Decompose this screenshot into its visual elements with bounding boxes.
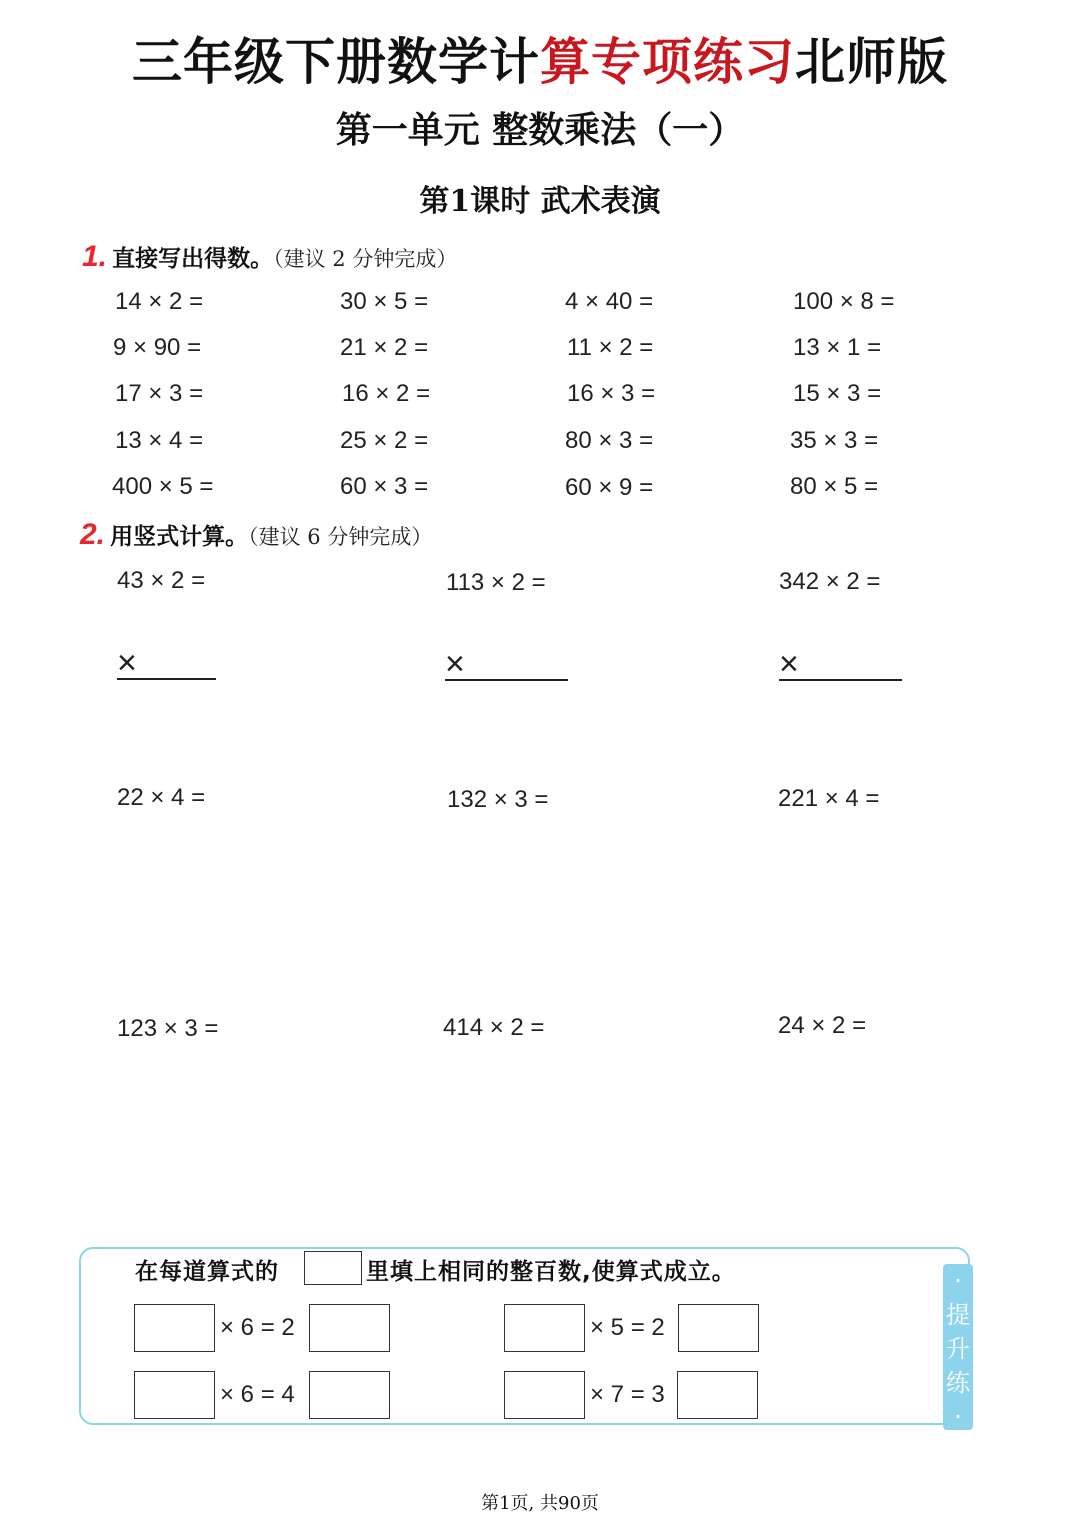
section1-title: 直接写出得数。: [112, 246, 274, 272]
title-part-2: 北师版: [795, 32, 948, 91]
vertical-problem: 342 × 2 =: [779, 568, 881, 595]
unit-heading: 第一单元 整数乘法（一）: [335, 109, 745, 151]
extension-tab: [943, 1264, 973, 1430]
oral-problem: 17 × 3 =: [115, 380, 204, 407]
section2-header: [80, 518, 432, 552]
answer-line: [117, 678, 216, 680]
answer-line: [779, 679, 902, 681]
equation-operator: × 7 = 3: [590, 1381, 665, 1408]
equation-operator: × 6 = 4: [220, 1381, 295, 1408]
vertical-problem: 43 × 2 =: [117, 567, 206, 594]
oral-problem: 30 × 5 =: [340, 288, 429, 315]
extension-instruction-end: 里填上相同的整百数,使算式成立。: [366, 1259, 736, 1285]
title-part-red: 算专项练习: [540, 32, 795, 91]
vertical-problem: 113 × 2 =: [446, 569, 546, 596]
oral-problem: 80 × 3 =: [565, 427, 654, 454]
multiply-sign: ×: [779, 645, 799, 683]
page-footer: 第1页, 共90页: [481, 1493, 599, 1514]
oral-problem: 35 × 3 =: [790, 427, 879, 454]
tab-char: 升: [946, 1335, 970, 1363]
vertical-problem: 24 × 2 =: [778, 1012, 867, 1039]
oral-problem: 14 × 2 =: [115, 288, 204, 315]
tab-char: 提: [946, 1301, 970, 1329]
vertical-problem: 132 × 3 =: [447, 786, 549, 813]
page-title: [0, 22, 1080, 94]
multiply-sign: ×: [117, 644, 137, 682]
vertical-problem: 22 × 4 =: [117, 784, 206, 811]
oral-problem: 13 × 4 =: [115, 427, 204, 454]
tab-dot: ·: [954, 1403, 962, 1431]
answer-box-right[interactable]: [309, 1371, 390, 1419]
equation-operator: × 5 = 2: [590, 1314, 665, 1341]
oral-problem: 16 × 3 =: [567, 380, 656, 407]
oral-problem: 4 × 40 =: [565, 288, 654, 315]
oral-problem: 100 × 8 =: [793, 288, 895, 315]
title-part-1: 三年级下册数学计: [132, 32, 540, 91]
instruction-blank-box: [304, 1251, 362, 1285]
answer-box-left[interactable]: [504, 1304, 585, 1352]
lesson-heading: 第1课时 武术表演: [419, 184, 661, 219]
oral-problem: 9 × 90 =: [113, 334, 202, 361]
answer-box-right[interactable]: [677, 1371, 758, 1419]
oral-problem: 60 × 3 =: [340, 473, 429, 500]
answer-box-left[interactable]: [134, 1304, 215, 1352]
oral-problem: 21 × 2 =: [340, 334, 429, 361]
answer-line: [445, 679, 568, 681]
tab-dot: ·: [954, 1267, 962, 1295]
extension-instruction-start: 在每道算式的: [135, 1259, 279, 1285]
answer-box-right[interactable]: [678, 1304, 759, 1352]
equation-operator: × 6 = 2: [220, 1314, 295, 1341]
oral-problem: 25 × 2 =: [340, 427, 429, 454]
answer-box-left[interactable]: [134, 1371, 215, 1419]
answer-box-right[interactable]: [309, 1304, 390, 1352]
section2-number: 2.: [80, 518, 106, 551]
section1-number: 1.: [82, 240, 108, 273]
vertical-problem: 221 × 4 =: [778, 785, 880, 812]
vertical-problem: 414 × 2 =: [443, 1014, 545, 1041]
oral-problem: 16 × 2 =: [342, 380, 431, 407]
tab-char: 练: [946, 1369, 970, 1397]
oral-problem: 80 × 5 =: [790, 473, 879, 500]
answer-box-left[interactable]: [504, 1371, 585, 1419]
oral-problem: 400 × 5 =: [112, 473, 214, 500]
vertical-problem: 123 × 3 =: [117, 1015, 219, 1042]
oral-problem: 60 × 9 =: [565, 474, 654, 501]
section1-hint: （建议 2 分钟完成）: [273, 247, 458, 271]
section2-title: 用竖式计算。: [110, 524, 249, 550]
oral-problem: 11 × 2 =: [567, 334, 654, 361]
section1-header: [82, 240, 457, 274]
multiply-sign: ×: [445, 645, 465, 683]
section2-hint: （建议 6 分钟完成）: [248, 525, 433, 549]
oral-problem: 13 × 1 =: [793, 334, 882, 361]
oral-problem: 15 × 3 =: [793, 380, 882, 407]
